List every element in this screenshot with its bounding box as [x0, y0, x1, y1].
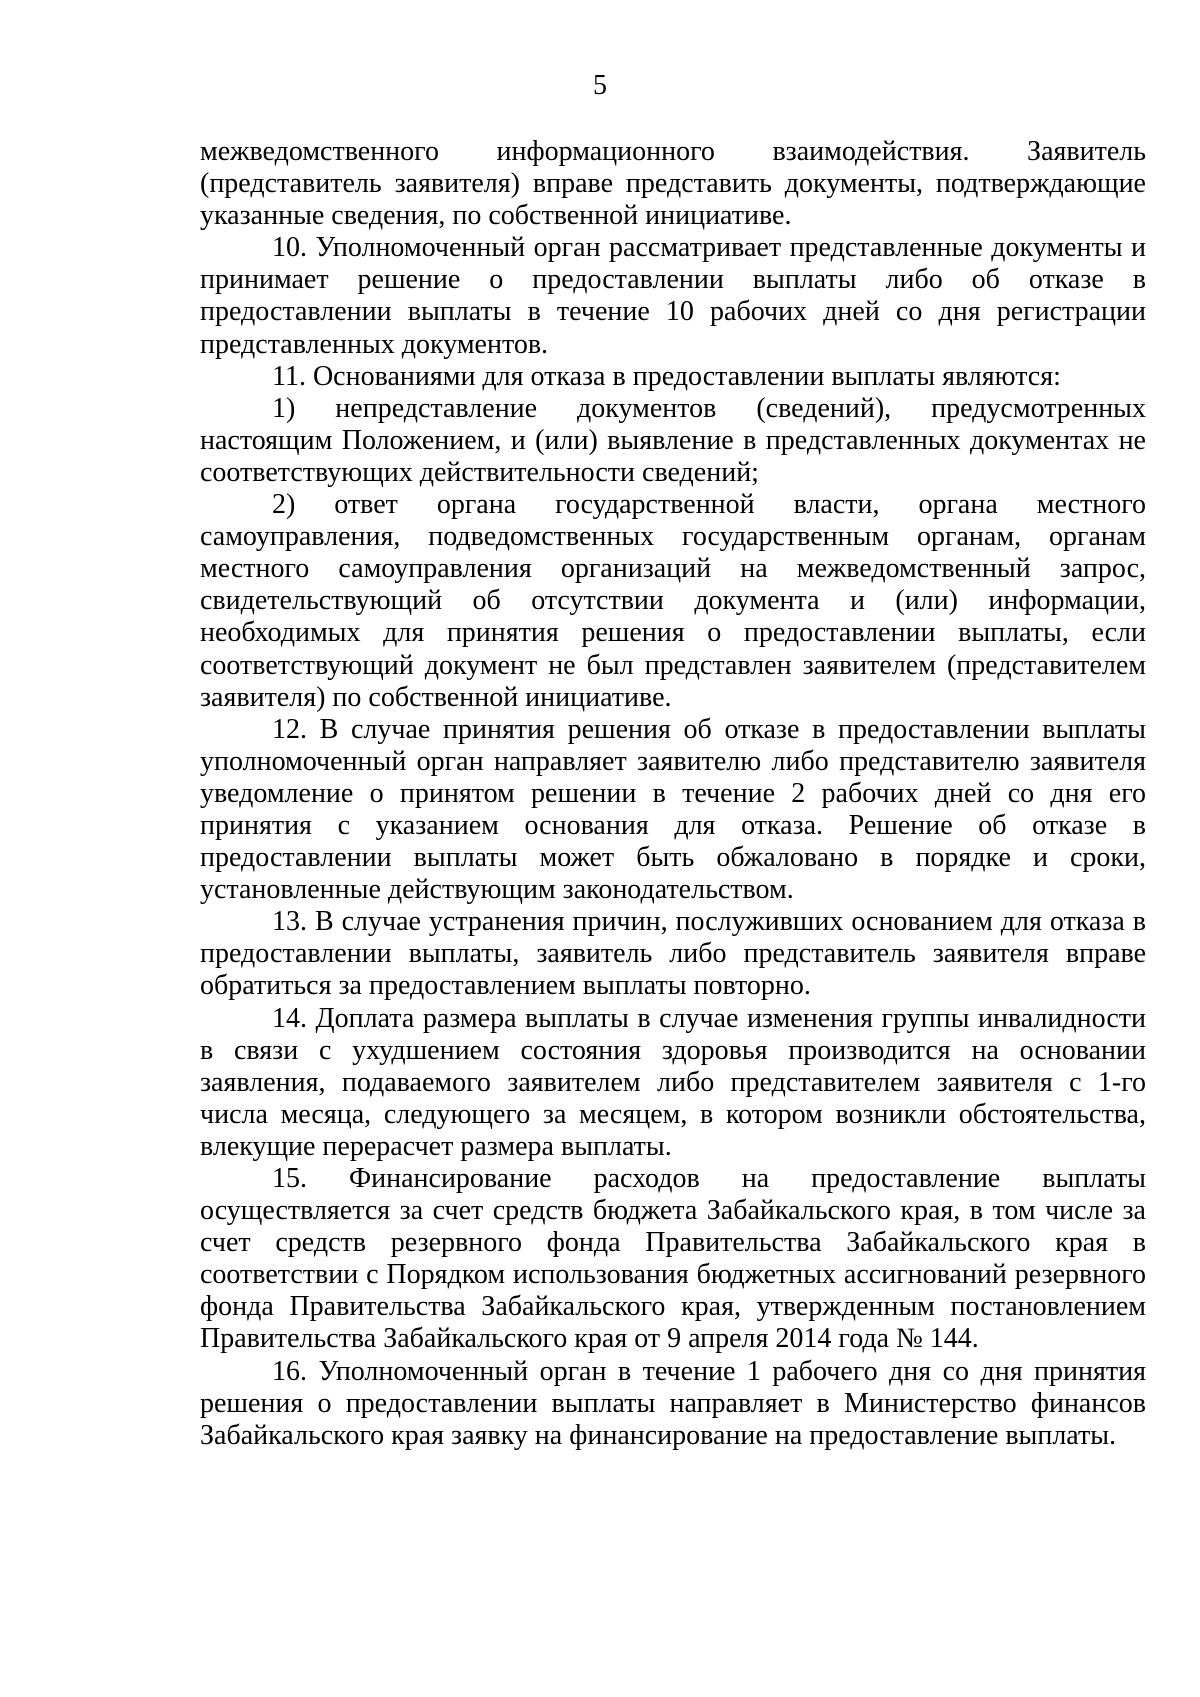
- paragraph-item-16: 16. Уполномоченный орган в течение 1 рабочего дня со дня принятия решения о предоставлении выплаты направляет в Министерство финансов Забайкальского края заявку на финансирование на предоставление выплаты.: [200, 1355, 1146, 1451]
- paragraph-item-15: 15. Финансирование расходов на предоставление выплаты осуществляется за счет средств бюджета Забайкальского края, в том числе за счет средств резервного фонда Правительства Забайкальского края в соответствии с Порядком использования бюджетных ассигнований резервного фонда Правительства Забайкальского края, утвержденным постановлением Правительства Забайкальского края от 9 апреля 2014 года № 144.: [200, 1163, 1146, 1355]
- paragraph-item-14: 14. Доплата размера выплаты в случае изменения группы инвалидности в связи с ухудшением состояния здоровья производится на основании заявления, подаваемого заявителем либо представителем заявителя с 1-го числа месяца, следующего за месяцем, в котором возникли обстоятельства, влекущие перерасчет размера выплаты.: [200, 1002, 1146, 1162]
- paragraph-continuation: межведомственного информационного взаимодействия. Заявитель (представитель заявителя) вправе представить документы, подтверждающие указанные сведения, по собственной инициативе.: [200, 136, 1146, 232]
- paragraph-subitem-1: 1) непредставление документов (сведений), предусмотренных настоящим Положением, и (или) выявление в представленных документах не соответствующих действительности сведений;: [200, 392, 1146, 488]
- page-number: 5: [593, 70, 607, 101]
- paragraph-item-12: 12. В случае принятия решения об отказе в предоставлении выплаты уполномоченный орган направляет заявителю либо представителю заявителя уведомление о принятом решении в течение 2 рабочих дней со дня его принятия с указанием основания для отказа. Решение об отказе в предоставлении выплаты может быть обжаловано в порядке и сроки, установленные действующим законодательством.: [200, 713, 1146, 906]
- paragraph-item-10: 10. Уполномоченный орган рассматривает представленные документы и принимает решение о предоставлении выплаты либо об отказе в предоставлении выплаты в течение 10 рабочих дней со дня регистрации представленных документов.: [200, 232, 1146, 360]
- paragraph-item-11: 11. Основаниями для отказа в предоставлении выплаты являются:: [272, 360, 1061, 392]
- document-body: [200, 136, 1146, 1452]
- paragraph-subitem-2: 2) ответ органа государственной власти, органа местного самоуправления, подведомственных государственным органам, органам местного самоуправления организаций на межведомственный запрос, свидетельствующий об отсутствии документа и (или) информации, необходимых для принятия решения о предоставлении выплаты, если соответствующий документ не был представлен заявителем (представителем заявителя) по собственной инициативе.: [200, 489, 1146, 713]
- paragraph-item-13: 13. В случае устранения причин, послуживших основанием для отказа в предоставлении выплаты, заявитель либо представитель заявителя вправе обратиться за предоставлением выплаты повторно.: [200, 906, 1146, 1002]
